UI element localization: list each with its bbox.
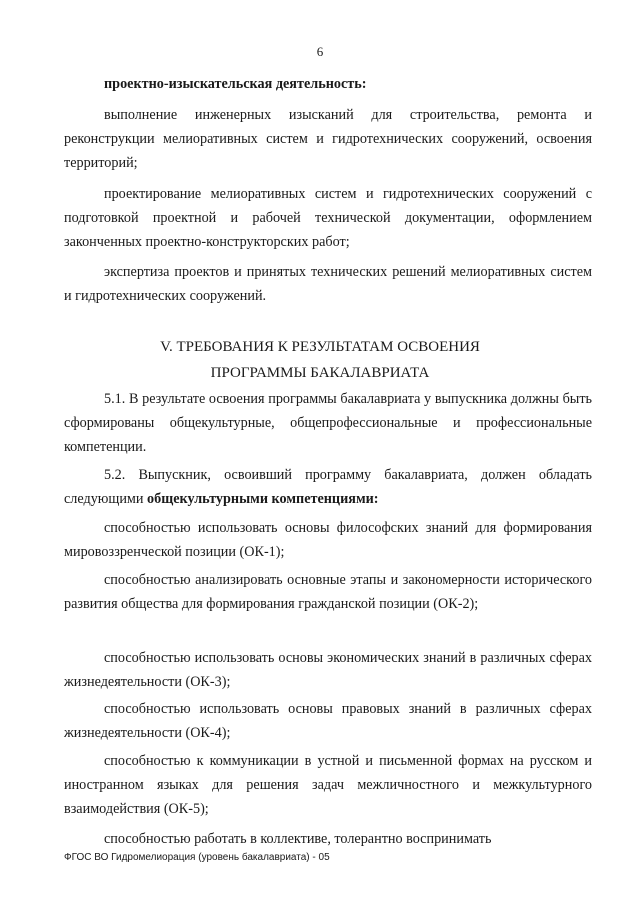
paragraph-5-2-colon: : [373, 491, 379, 507]
section-heading-line1: V. ТРЕБОВАНИЯ К РЕЗУЛЬТАТАМ ОСВОЕНИЯ [160, 339, 480, 355]
paragraph-design-systems: проектирование мелиоративных систем и гидротехнических сооружений с подготовкой проектной и рабочей технической документации, оформлением законченных проектно-конструкторских работ; [64, 186, 592, 250]
paragraph-5-2 [64, 463, 592, 511]
paragraph-engineering-surveys: выполнение инженерных изысканий для строительства, ремонта и реконструкции мелиоративных систем и гидротехнических сооружений, освоения территорий; [64, 107, 592, 171]
footer-document-id: ФГОС ВО Гидромелиорация (уровень бакалавриата) - 05 [64, 852, 330, 863]
competence-ok-5: способностью к коммуникации в устной и письменной формах на русском и иностранном языках для решения задач межличностного и межкультурного взаимодействия (ОК-5); [64, 753, 592, 817]
competence-ok-1: способностью использовать основы философских знаний для формирования мировоззренческой позиции (ОК-1); [64, 520, 592, 560]
competence-ok-3: способностью использовать основы экономических знаний в различных сферах жизнедеятельности (ОК-3); [64, 650, 592, 690]
page-number: 6 [316, 44, 324, 59]
paragraph-5-1: 5.1. В результате освоения программы бакалавриата у выпускника должны быть сформированы общекультурные, общепрофессиональные и профессиональные компетенции. [64, 391, 592, 455]
paragraph-5-2-text: 5.2. Выпускник, освоивший программу бакалавриата, должен обладать следующими [64, 467, 592, 507]
section-title-survey-design: проектно-изыскательская деятельность: [104, 76, 367, 92]
competence-ok-4: способностью использовать основы правовых знаний в различных сферах жизнедеятельности (ОК-4); [64, 701, 592, 741]
paragraph-5-2-bold: общекультурными компетенциями [147, 491, 374, 507]
competence-ok-6: способностью работать в коллективе, толерантно воспринимать [104, 831, 492, 847]
competence-ok-2: способностью анализировать основные этапы и закономерности исторического развития общества для формирования гражданской позиции (ОК-2); [64, 572, 592, 612]
paragraph-project-expertise: экспертиза проектов и принятых технических решений мелиоративных систем и гидротехнических сооружений. [64, 264, 592, 304]
section-heading-line2: ПРОГРАММЫ БАКАЛАВРИАТА [210, 365, 430, 381]
